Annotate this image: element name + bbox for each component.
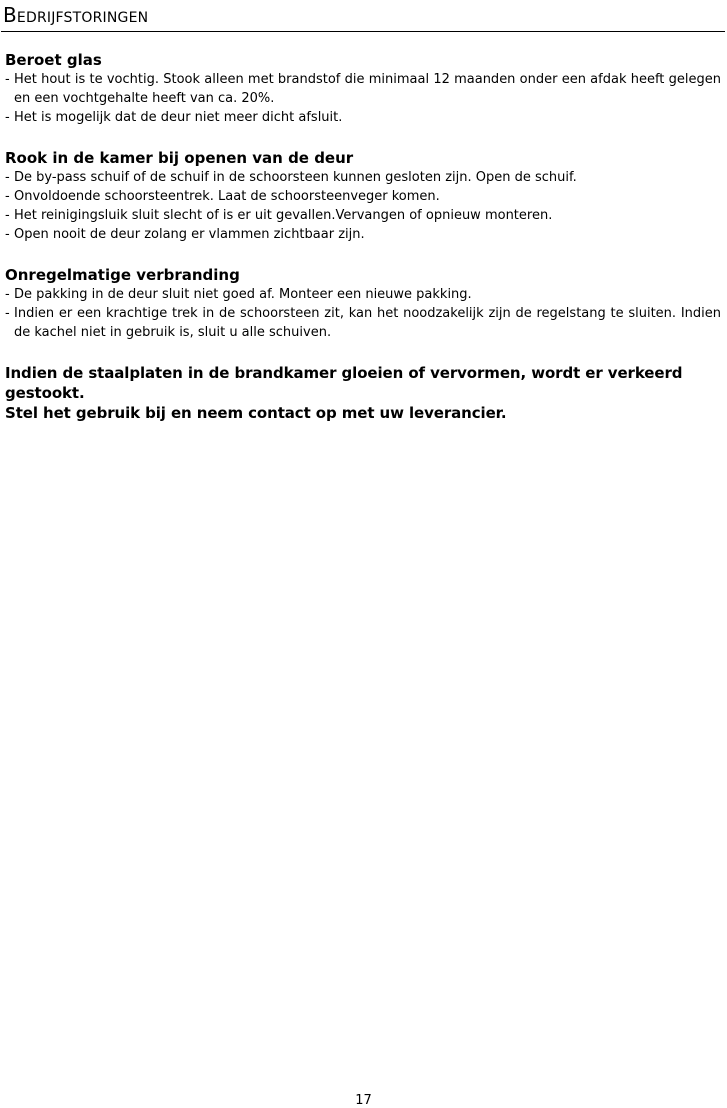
list-item-text: - De by-pass schuif of de schuif in de schoorsteen kunnen gesloten zijn. Open de schuif. <box>14 170 577 185</box>
list-item <box>5 225 721 244</box>
list-item <box>5 70 721 108</box>
section-beroet-glas <box>5 50 721 127</box>
section-items <box>5 70 721 127</box>
section-onregelmatige-verbranding <box>5 265 721 342</box>
list-item <box>5 206 721 225</box>
troubleshooting-content <box>5 50 721 423</box>
list-item <box>5 187 721 206</box>
list-item-text: - Het hout is te vochtig. Stook alleen met brandstof die minimaal 12 maanden onder een afdak heeft gelegen en een vochtgehalte heeft van ca. 20%. <box>14 72 721 106</box>
list-item <box>5 168 721 187</box>
list-item-text: - Open nooit de deur zolang er vlammen zichtbaar zijn. <box>14 227 365 242</box>
list-item <box>5 304 721 342</box>
section-rook-in-de-kamer <box>5 148 721 244</box>
list-item-text: - Onvoldoende schoorsteentrek. Laat de schoorsteenveger komen. <box>14 189 440 204</box>
closing-line: Stel het gebruik bij en neem contact op met uw leverancier. <box>5 404 507 422</box>
page-number: 17 <box>355 1093 372 1108</box>
section-heading: Beroet glas <box>5 51 102 69</box>
section-items <box>5 168 721 244</box>
list-item <box>5 285 721 304</box>
title-divider <box>1 31 725 32</box>
list-item-text: - Indien er een krachtige trek in de schoorsteen zit, kan het noodzakelijk zijn de regelstang te sluiten. Indien de kachel niet in gebruik is, sluit u alle schuiven. <box>14 306 721 340</box>
section-heading: Onregelmatige verbranding <box>5 266 240 284</box>
list-item-text: - Het is mogelijk dat de deur niet meer dicht afsluit. <box>14 110 343 125</box>
closing-note <box>5 363 721 423</box>
list-item <box>5 108 721 127</box>
section-heading: Rook in de kamer bij openen van de deur <box>5 149 354 167</box>
closing-line: Indien de staalplaten in de brandkamer gloeien of vervormen, wordt er verkeerd gestookt. <box>5 364 683 402</box>
list-item-text: - De pakking in de deur sluit niet goed af. Monteer een nieuwe pakking. <box>14 287 472 302</box>
section-items <box>5 285 721 342</box>
page-title: Bedrijfstoringen <box>3 3 149 27</box>
list-item-text: - Het reinigingsluik sluit slecht of is er uit gevallen.Vervangen of opnieuw monteren. <box>14 208 553 223</box>
